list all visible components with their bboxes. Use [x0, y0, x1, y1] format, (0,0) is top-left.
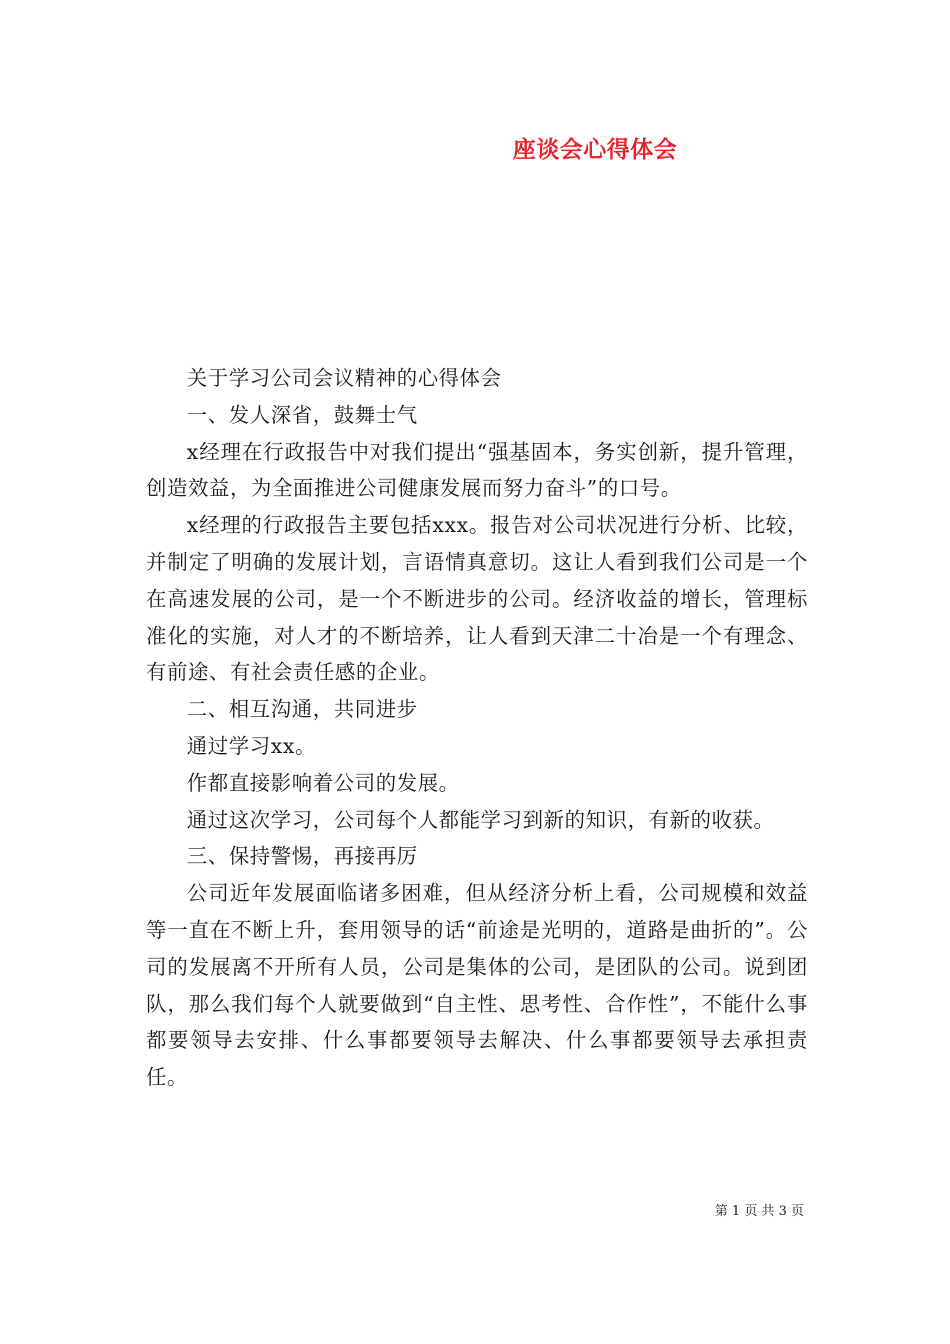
paragraph: 通过学习xx。	[186, 733, 316, 758]
section-heading-1: 一、发人深省，鼓舞士气	[186, 402, 418, 427]
paragraph: x经理在行政报告中对我们提出“强基固本，务实创新，提升管理，创造效益，为全面推进公司健康发展而努力奋斗”的口号。	[146, 439, 808, 501]
page-title: 座谈会心得体会	[512, 137, 678, 163]
paragraph-subtitle: 关于学习公司会议精神的心得体会	[186, 366, 502, 390]
page-number: 第 1 页 共 3 页	[714, 1204, 804, 1219]
paragraph: x经理的行政报告主要包括xxx。报告对公司状况进行分析、比较，并制定了明确的发展计划，言语情真意切。这让人看到我们公司是一个在高速发展的公司，是一个不断进步的公司。经济收益的增长，管理标准化的实施，对人才的不断培养，让人看到天津二十冶是一个有理念、有前途、有社会责任感的企业。	[146, 513, 808, 685]
paragraph: 作都直接影响着公司的发展。	[186, 770, 460, 795]
document-body	[146, 360, 808, 1096]
paragraph: 公司近年发展面临诸多困难，但从经济分析上看，公司规模和效益等一直在不断上升，套用领导的话“前途是光明的，道路是曲折的”。公司的发展离不开所有人员，公司是集体的公司，是团队的公司。说到团队，那么我们每个人就要做到“自主性、思考性、合作性”，不能什么事都要领导去安排、什么事都要领导去解决、什么事都要领导去承担责任。	[146, 881, 808, 1090]
paragraph: 通过这次学习，公司每个人都能学习到新的知识，有新的收获。	[186, 807, 775, 832]
section-heading-2: 二、相互沟通，共同进步	[186, 697, 418, 722]
section-heading-3: 三、保持警惕，再接再厉	[186, 844, 418, 869]
